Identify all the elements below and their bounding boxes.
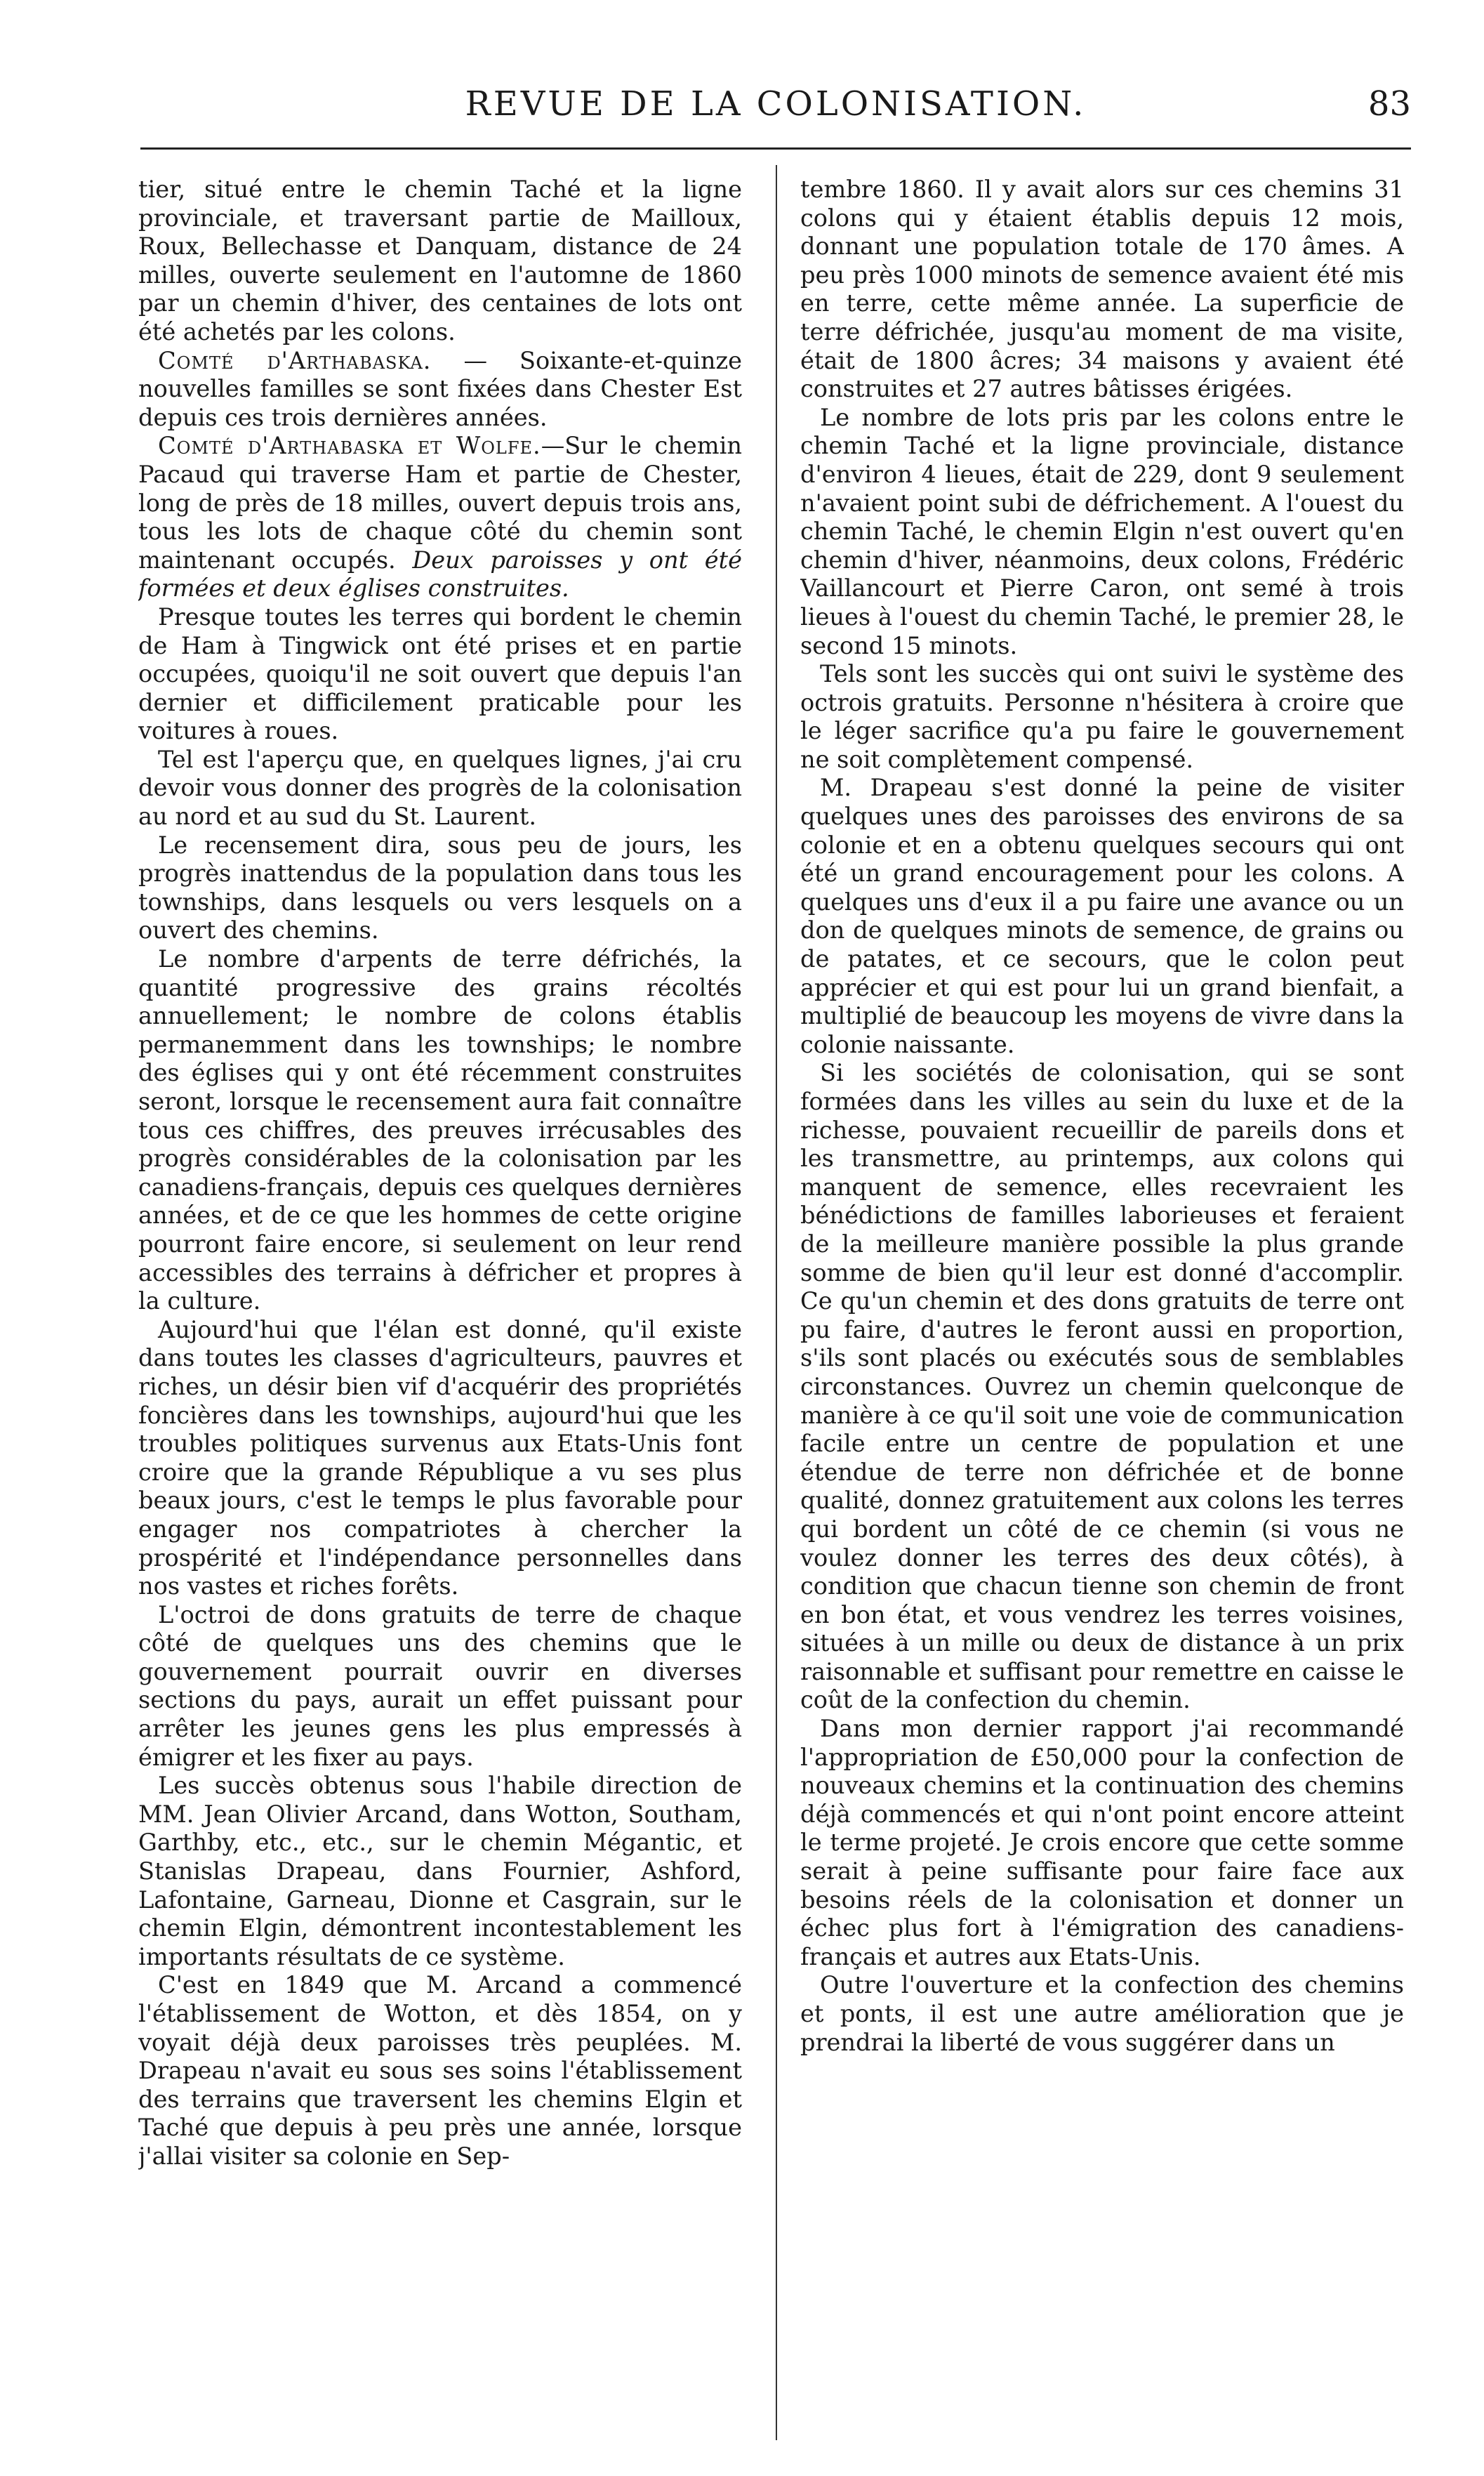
header-rule <box>140 147 1411 150</box>
paragraph: M. Drapeau s'est donné la peine de visiter quelques unes des paroisses des environs de sa colonie et en a obtenu quelques secours qui ont été un grand encouragement pour les colons. A quelques uns d'eux il a pu faire une avance ou un don de quelques minots de semence, de grains ou de patates, et ce secours, que le colon peut apprécier et qui est pour lui un grand bienfait, a multiplié de beaucoup les moyens de vivre dans la colonie naissante. <box>800 774 1404 1058</box>
paragraph: Le nombre d'arpents de terre défrichés, la quantité progressive des grains récoltés annuellement; le nombre de colons établis permanemment dans les townships; le nombre des églises qui y ont été récemment construites seront, lorsque le recensement aura fait connaître tous ces chiffres, des preuves irrécusables des progrès considérables de la colonisation par les canadiens-français, depuis ces quelques dernières années, et de ce que les hommes de cette origine pourront faire encore, si seulement on leur rend accessibles des terrains à défricher et propres à la culture. <box>138 945 742 1315</box>
paragraph: Si les sociétés de colonisation, qui se sont formées dans les villes au sein du luxe et de la richesse, pouvaient recueillir de pareils dons et les transmettre, au printemps, aux colons qui manquent de semence, elles recevraient les bénédictions de familles laborieuses et feraient de la meilleure manière possible la plus grande somme de bien qu'il leur est donné d'accomplir. Ce qu'un chemin et des dons gratuits de terre ont pu faire, d'autres le feront aussi en proportion, s'ils sont placés ou exécutés sous de semblables circonstances. Ouvrez un chemin quelconque de manière à ce qu'il soit une voie de communication facile entre un centre de population et une étendue de terre non défrichée et de bonne qualité, donnez gratuitement aux colons les terres qui bordent un côté de ce chemin (si vous ne voulez donner les terres des deux côtés), à condition que chacun tienne son chemin de front en bon état, et vous vendrez les terres voisines, situées à un mille ou deux de distance à un prix raisonnable et suffisant pour remettre en caisse le coût de la confection du chemin. <box>800 1059 1404 1714</box>
running-title: REVUE DE LA COLONISATION. <box>465 84 1087 124</box>
paragraph: Presque toutes les terres qui bordent le chemin de Ham à Tingwick ont été prises et en partie occupées, quoiqu'il ne soit ouvert que depuis l'an dernier et difficilement praticable pour les voitures à roues. <box>138 602 742 745</box>
paragraph: C'est en 1849 que M. Arcand a commencé l'établissement de Wotton, et dès 1854, on y voyait déjà deux paroisses très peuplées. M. Drapeau n'avait eu sous ses soins l'établissement des terrains que traversent les chemins Elgin et Taché que depuis à peu près une année, lorsque j'allai visiter sa colonie en Sep- <box>138 1971 742 2170</box>
page-header <box>133 84 1418 140</box>
paragraph: Dans mon dernier rapport j'ai recommandé l'appropriation de £50,000 pour la confection de nouveaux chemins et la continuation des chemins déjà commencés et qui n'ont point encore atteint le terme projeté. Je crois encore que cette somme serait à peine suffisante pour faire face aux besoins réels de la colonisation et donner un échec plus fort à l'émigration des canadiens-français et autres aux Etats-Unis. <box>800 1715 1404 1970</box>
paragraph: Tel est l'aperçu que, en quelques lignes, j'ai cru devoir vous donner des progrès de la colonisation au nord et au sud du St. Laurent. <box>138 745 742 831</box>
paragraph: tembre 1860. Il y avait alors sur ces chemins 31 colons qui y étaient établis depuis 12 mois, donnant une population totale de 170 âmes. A peu près 1000 minots de semence avaient été mis en terre, cette même année. La superficie de terre défrichée, jusqu'au moment de ma visite, était de 1800 âcres; 34 maisons y avaient été construites et 27 autres bâtisses érigées. <box>800 176 1404 403</box>
paragraph <box>138 347 742 433</box>
column-divider <box>776 165 777 2440</box>
paragraph: Aujourd'hui que l'élan est donné, qu'il existe dans toutes les classes d'agriculteurs, pauvres et riches, un désir bien vif d'acquérir des propriétés foncières dans les townships, aujourd'hui que les troubles politiques survenus aux Etats-Unis font croire que la grande République a vu ses plus beaux jours, c'est le temps le plus favorable pour engager nos compatriotes à chercher la prospérité et l'indépendance personnelles dans nos vastes et riches forêts. <box>138 1315 742 1600</box>
right-column <box>800 176 1404 2444</box>
paragraph: Le recensement dira, sous peu de jours, les progrès inattendus de la population dans tous les townships, dans lesquels ou vers lesquels on a ouvert des chemins. <box>138 831 742 944</box>
paragraph-text: — Soixante-et-quinze nouvelles familles se sont fixées dans Chester Est depuis ces trois dernières années. <box>138 346 742 431</box>
section-heading: Comté d'Arthabaska. <box>158 346 432 374</box>
paragraph: Le nombre de lots pris par les colons entre le chemin Taché et la ligne provinciale, distance d'environ 4 lieues, était de 229, dont 9 seulement n'avaient point subi de défrichement. A l'ouest du chemin Taché, le chemin Elgin n'est ouvert qu'en chemin d'hiver, néanmoins, deux colons, Frédéric Vaillancourt et Pierre Caron, ont semé à trois lieues à l'ouest du chemin Taché, le premier 28, le second 15 minots. <box>800 403 1404 659</box>
page-number: 83 <box>1367 84 1411 124</box>
italic-text: Deux paroisses y ont été formées et deux églises construites. <box>138 546 742 602</box>
paragraph-text: —Sur le chemin Pacaud qui traverse Ham et partie de Chester, long de près de 18 milles, ouvert depuis trois ans, tous les lots de chaque côté du chemin sont maintenant occupés. <box>138 432 742 574</box>
paragraph: L'octroi de dons gratuits de terre de chaque côté de quelques uns des chemins que le gouvernement pourrait ouvrir en diverses sections du pays, aurait un effet puissant pour arrêter les jeunes gens les plus empressés à émigrer et les fixer au pays. <box>138 1600 742 1771</box>
paragraph: tier, situé entre le chemin Taché et la ligne provinciale, et traversant partie de Mailloux, Roux, Bellechasse et Danquam, distance de 24 milles, ouverte seulement en l'automne de 1860 par un chemin d'hiver, des centaines de lots ont été achetés par les colons. <box>138 176 742 345</box>
section-heading: Comté d'Arthabaska et Wolfe. <box>158 432 541 460</box>
paragraph: Les succès obtenus sous l'habile direction de MM. Jean Olivier Arcand, dans Wotton, Southam, Garthby, etc., etc., sur le chemin Mégantic, et Stanislas Drapeau, dans Fournier, Ashford, Lafontaine, Garneau, Dionne et Casgrain, sur le chemin Elgin, démontrent incontestablement les importants résultats de ce système. <box>138 1772 742 1970</box>
paragraph <box>138 432 742 603</box>
left-column <box>138 176 742 2444</box>
paragraph: Outre l'ouverture et la confection des chemins et ponts, il est une autre amélioration que je prendrai la liberté de vous suggérer dans un <box>800 1971 1404 2056</box>
paragraph: Tels sont les succès qui ont suivi le système des octrois gratuits. Personne n'hésitera à croire que le léger sacrifice qu'a pu faire le gouvernement ne soit complètement compensé. <box>800 660 1404 773</box>
